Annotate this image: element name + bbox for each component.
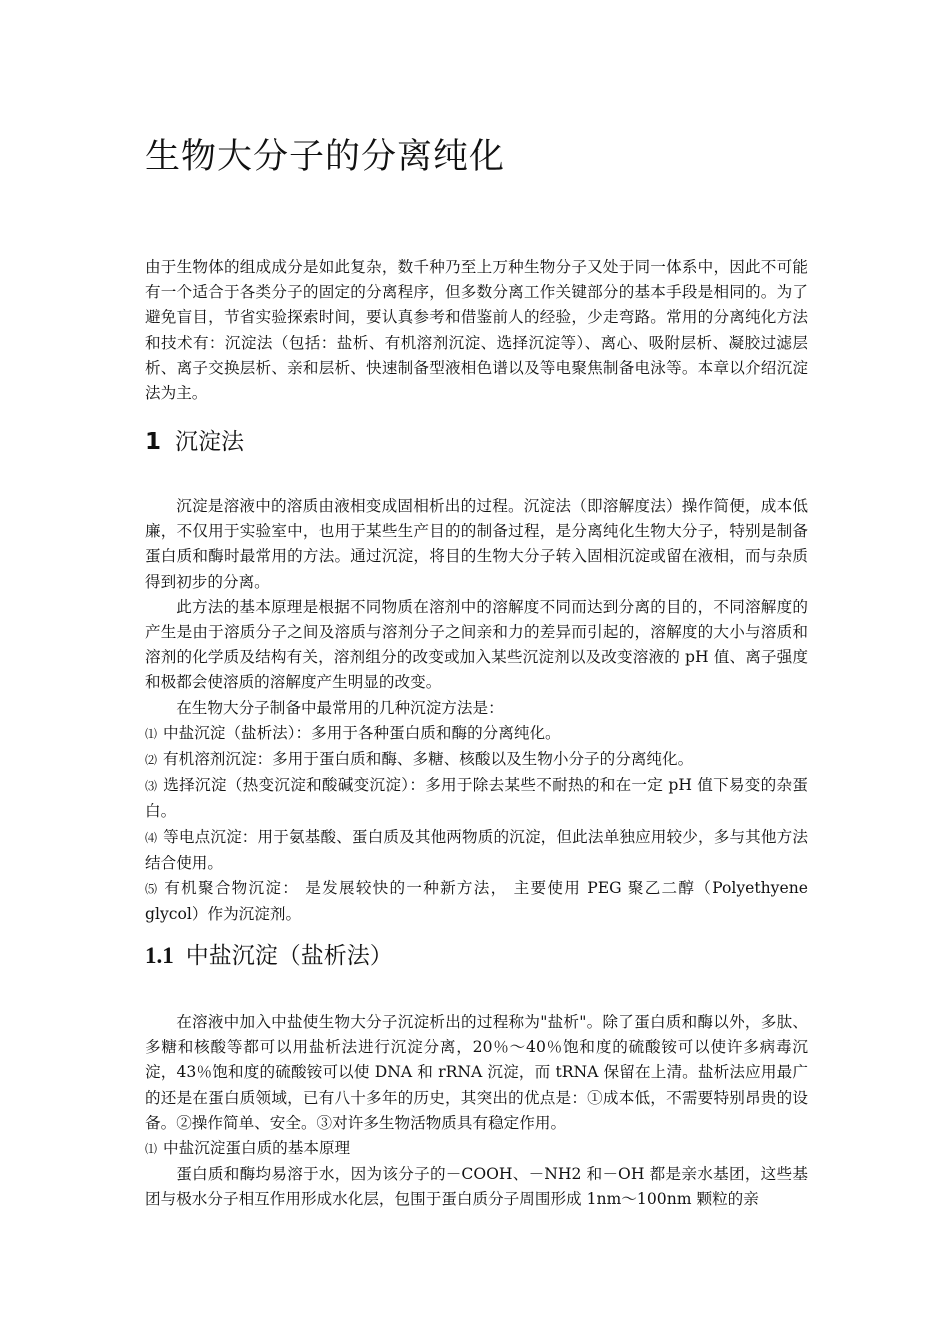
section-1-1-title: 中盐沉淀（盐析法） — [185, 943, 393, 969]
list-item-text: 有机溶剂沉淀：多用于蛋白质和酶、多糖、核酸以及生物小分子的分离纯化。 — [163, 750, 694, 769]
list-item-text: 选择沉淀（热变沉淀和酸碱变沉淀）：多用于除去某些不耐热的和在一定 pH 值下易变的杂蛋白。 — [145, 776, 808, 821]
section-1-paragraph: 沉淀是溶液中的溶质由液相变成固相析出的过程。沉淀法（即溶解度法）操作简便，成本低廉，不仅用于实验室中，也用于某些生产目的的制备过程，是分离纯化生物大分子，特别是制备蛋白质和酶时最常用的方法。通过沉淀，将目的生物大分子转入固相沉淀或留在液相，而与杂质得到初步的分离。 — [145, 497, 808, 591]
list-marker: ⑸ — [145, 882, 159, 897]
list-item-text: 中盐沉淀（盐析法）：多用于各种蛋白质和酶的分离纯化。 — [163, 723, 561, 742]
list-item — [145, 876, 808, 927]
section-1-heading — [145, 427, 244, 457]
list-item-text: 等电点沉淀：用于氨基酸、蛋白质及其他两物质的沉淀，但此法单独应用较少，多与其他方法结合使用。 — [145, 827, 808, 872]
section-1-number: 1 — [145, 429, 162, 455]
section-1-1-paragraph: 在溶液中加入中盐使生物大分子沉淀析出的过程称为"盐析"。除了蛋白质和酶以外，多肽、多糖和核酸等都可以用盐析法进行沉淀分离，20％～40％饱和度的硫酸铵可以使许多病毒沉淀，43％饱和度的硫酸铵可以使 DNA 和 rRNA 沉淀，而 tRNA 保留在上清。盐析法应用最广的还是在蛋白质领域，已有八十多年的历史，其突出的优点是：①成本低，不需要特别昂贵的设备。②操作简单、安全。③对许多生物活物质具有稳定作用。 — [145, 1013, 808, 1132]
list-item-text: 有机聚合物沉淀： 是发展较快的一种新方法， 主要使用 PEG 聚乙二醇（Polyethyene glycol）作为沉淀剂。 — [145, 879, 808, 924]
list-item — [145, 773, 808, 824]
intro-text: 由于生物体的组成成分是如此复杂，数千种乃至上万种生物分子又处于同一体系中，因此不可能有一个适合于各类分子的固定的分离程序，但多数分离工作关键部分的基本手段是相同的。为了避免盲目，节省实验探索时间，要认真参考和借鉴前人的经验，少走弯路。常用的分离纯化方法和技术有：沉淀法（包括：盐析、有机溶剂沉淀、选择沉淀等）、离心、吸附层析、凝胶过滤层析、离子交换层析、亲和层析、快速制备型液相色谱以及等电聚焦制备电泳等。本章以介绍沉淀法为主。 — [145, 258, 808, 403]
section-1-1-paragraph: 蛋白质和酶均易溶于水，因为该分子的－COOH、－NH2 和－OH 都是亲水基团，这些基团与极水分子相互作用形成水化层，包围于蛋白质分子周围形成 1nm～100nm 颗粒的亲 — [145, 1165, 808, 1209]
section-1-1-heading — [145, 941, 393, 971]
subheading-text: 中盐沉淀蛋白质的基本原理 — [163, 1139, 351, 1158]
section-1-paragraph: 在生物大分子制备中最常用的几种沉淀方法是： — [176, 698, 504, 717]
subheading-marker: ⑴ — [145, 1142, 158, 1157]
list-marker: ⑵ — [145, 753, 158, 768]
intro-paragraph — [145, 255, 808, 406]
list-marker: ⑴ — [145, 726, 158, 741]
section-1-1-body — [145, 1010, 808, 1213]
list-item — [145, 721, 808, 747]
list-marker: ⑶ — [145, 779, 158, 794]
document-title: 生物大分子的分离纯化 — [145, 137, 506, 177]
section-1-body — [145, 494, 808, 927]
section-1-title: 沉淀法 — [175, 429, 245, 455]
list-marker: ⑷ — [145, 830, 158, 845]
list-item — [145, 747, 808, 773]
section-1-paragraph: 此方法的基本原理是根据不同物质在溶剂中的溶解度不同而达到分离的目的，不同溶解度的产生是由于溶质分子之间及溶质与溶剂分子之间亲和力的差异而引起的，溶解度的大小与溶质和溶剂的化学质及结构有关，溶剂组分的改变或加入某些沉淀剂以及改变溶液的 pH 值、离子强度和极都会使溶质的溶解度产生明显的改变。 — [145, 597, 808, 692]
section-1-1-number: 1.1 — [145, 943, 174, 968]
list-item — [145, 825, 808, 876]
subheading — [145, 1136, 808, 1162]
